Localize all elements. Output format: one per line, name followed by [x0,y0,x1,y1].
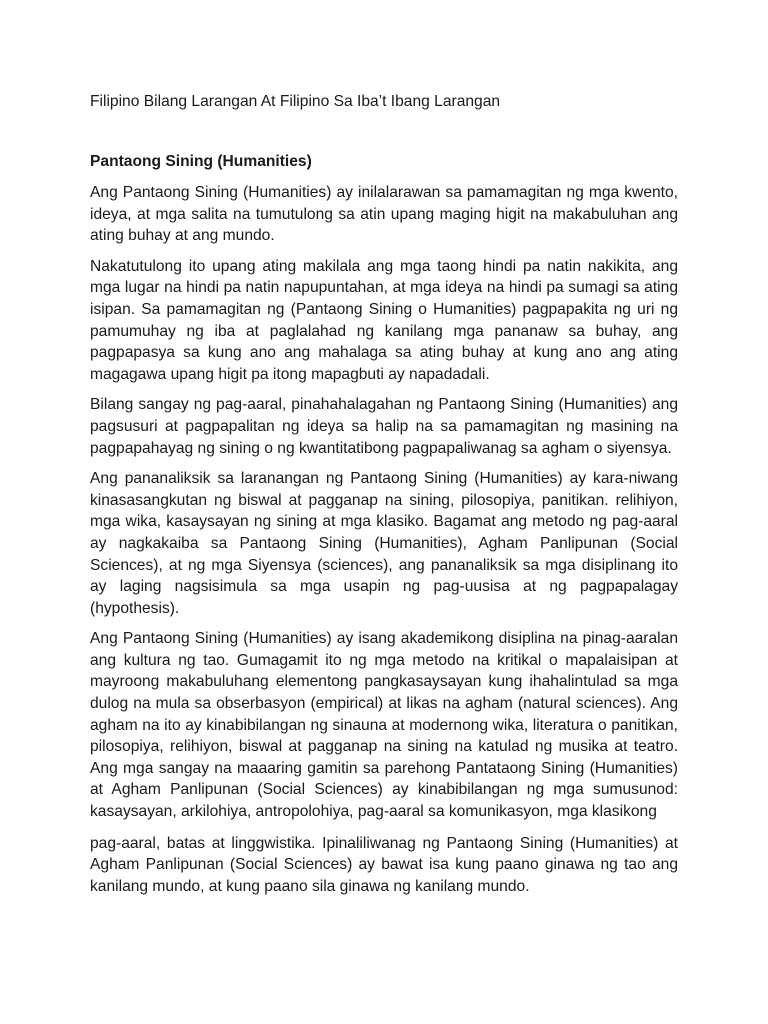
document-title: Filipino Bilang Larangan At Filipino Sa Iba’t Ibang Larangan [90,93,501,110]
paragraph-3: Bilang sangay ng pag-aaral, pinahahalagahan ng Pantaong Sining (Humanities) ang pagsusuri at pagpapalitan ng ideya sa halip na sa pamamagitan ng masining na pagpapahayag ng sining o ng kwantitatibong pagpapaliwanag sa agham o siyensya. [90,396,678,457]
paragraph-6: pag-aaral, batas at linggwistika. Ipinaliliwanag ng Pantaong Sining (Humanities) at Agham Panlipunan (Social Sciences) ay bawat isa kung paano ginawa ng tao ang kanilang mundo, at kung paano sila ginawa ng kanilang mundo. [90,834,678,895]
document-page [90,91,678,906]
paragraph-5: Ang Pantaong Sining (Humanities) ay isang akademikong disiplina na pinag-aaralan ang kultura ng tao. Gumagamit ito ng mga metodo na kritikal o mapalaisipan at mayroong makabuluhang elementong pangkasaysayan kung ihahalintulad sa mga dulog na mula sa obserbasyon (empirical) at likas na agham (natural sciences). Ang agham na ito ay kinabibilangan ng sinauna at modernong wika, literatura o panitikan, pilosopiya, relihiyon, biswal at pagganap na sining na katulad ng musika at teatro. Ang mga sangay na maaaring gamitin sa parehong Pantataong Sining (Humanities) at Agham Panlipunan (Social Sciences) ay kinabibilangan ng mga sumusunod: kasaysayan, arkilohiya, antropolohiya, pag-aaral sa komunikasyon, mga klasikong [90,630,678,821]
paragraph-4: Ang pananaliksik sa laranangan ng Pantaong Sining (Humanities) ay kara-niwang kinasasangkutan ng biswal at pagganap na sining, pilosopiya, panitikan. relihiyon, mga wika, kasaysayan ng sining at mga klasiko. Bagamat ang metodo ng pag-aaral ay nagkakaiba sa Pantaong Sining (Humanities), Agham Panlipunan (Social Sciences), at ng mga Siyensya (sciences), ang pananaliksik sa mga disiplinang ito ay laging nagsisimula sa mga usapin ng pag-uusisa at ng pagpapalagay (hypothesis). [90,470,678,617]
paragraph-2: Nakatutulong ito upang ating makilala ang mga taong hindi pa natin nakikita, ang mga lugar na hindi pa natin napupuntahan, at mga ideya na hindi pa sumagi sa ating isipan. Sa pamamagitan ng (Pantaong Sining o Humanities) pagpapakita ng uri ng pamumuhay ng iba at paglalahad ng kanilang mga pananaw sa buhay, ang pagpapasya sa kung ano ang mahalaga sa ating buhay at kung ano ang ating magagawa upang higit pa itong mapagbuti ay napadadali. [90,257,678,383]
section-heading: Pantaong Sining (Humanities) [90,153,312,170]
paragraph-1: Ang Pantaong Sining (Humanities) ay inilalarawan sa pamamagitan ng mga kwento, ideya, at mga salita na tumutulong sa atin upang maging higit na makabuluhan ang ating buhay at ang mundo. [90,184,678,245]
